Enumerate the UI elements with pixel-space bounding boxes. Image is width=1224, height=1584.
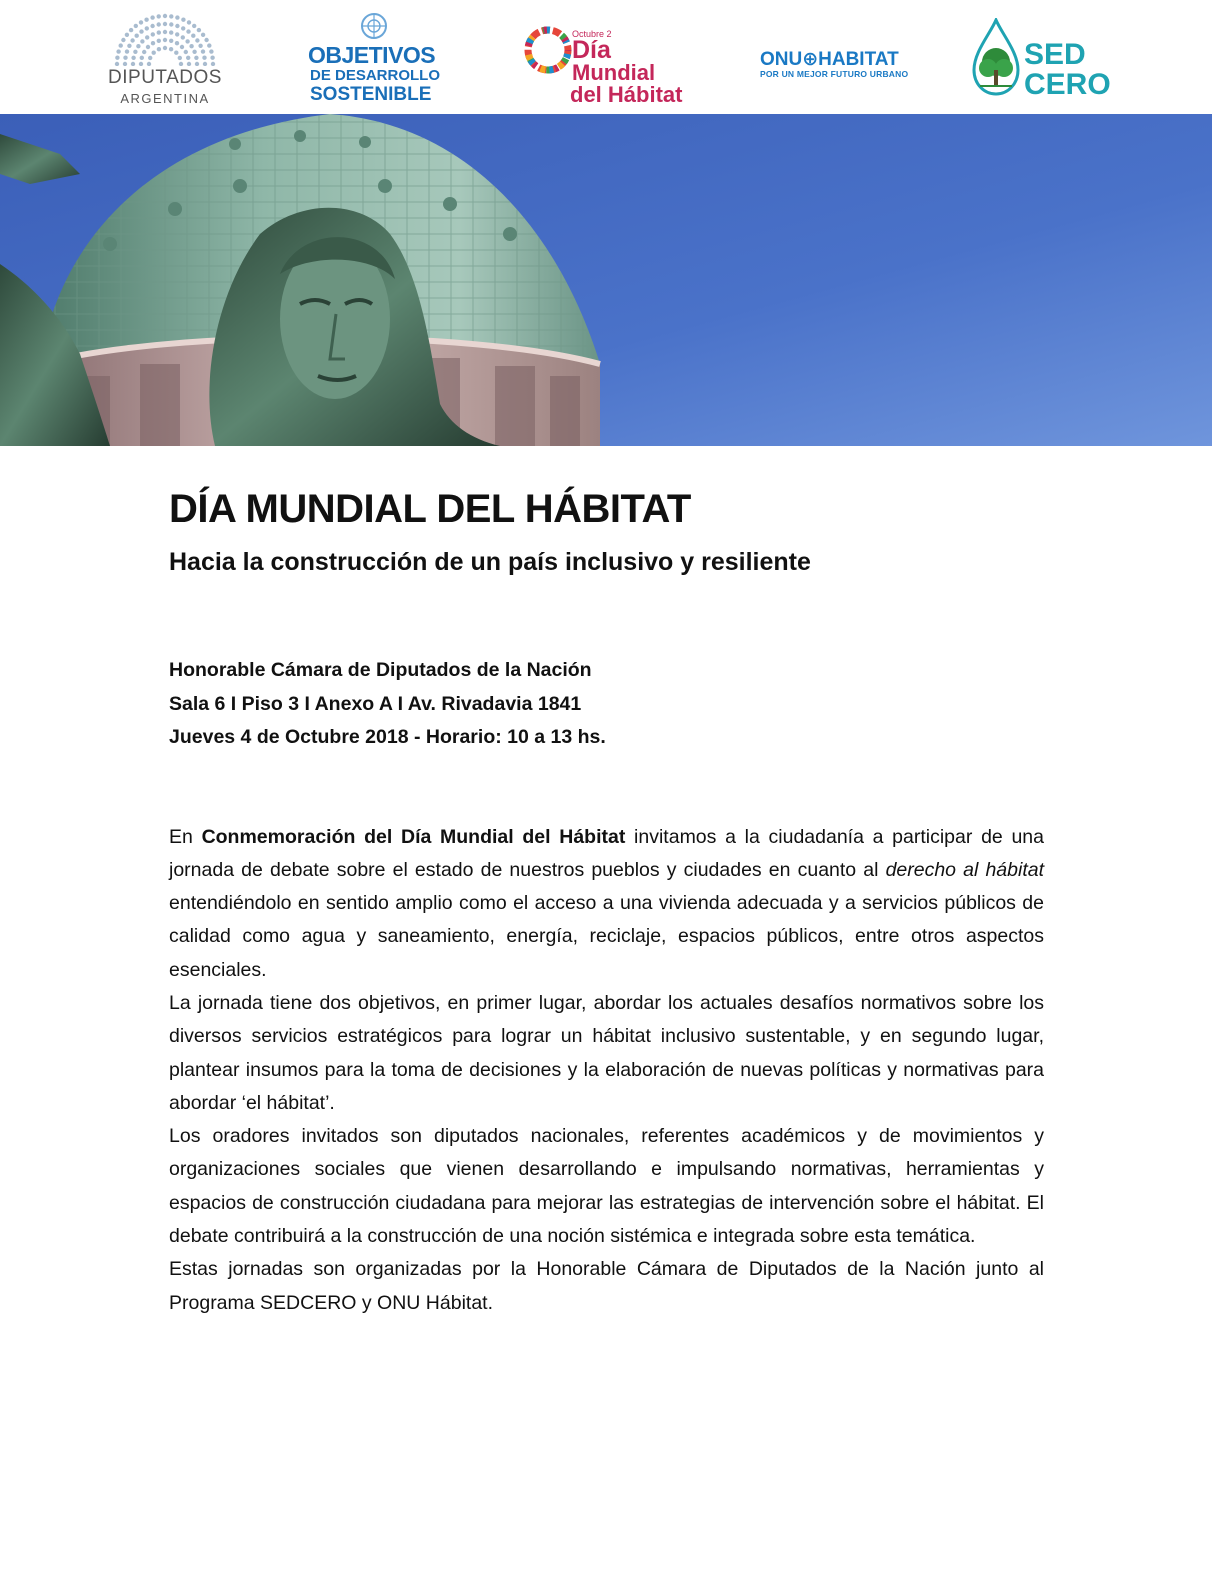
hemicycle-seat-dot <box>127 44 131 48</box>
paragraph-3: Los oradores invitados son diputados nacionales, referentes académicos y de movimientos y organizaciones sociales que vienen desarrollando e impulsando normativas, herramientas y espacios de construcción ciudadana para mejorar las estrategias de intervención sobre el hábitat. El debate contribuirá a la construcción de una noción sistémica e integrada sobre esta temática. <box>169 1125 1044 1248</box>
hemicycle-seat-dot <box>131 56 135 60</box>
onu-habitat-logo <box>760 44 930 84</box>
hemicycle-seat-dot <box>157 14 161 18</box>
hemicycle-seat-dot <box>157 22 161 26</box>
hemicycle-seat-dot <box>150 15 154 19</box>
hemicycle-seat-dot <box>145 26 149 30</box>
event-room: Sala 6 I Piso 3 I Anexo A I Av. Rivadavia 1841 <box>169 692 582 715</box>
hemicycle-seat-dot <box>169 30 173 34</box>
colorful-wheel-icon <box>524 16 572 86</box>
hemicycle-seat-dot <box>181 18 185 22</box>
hemicycle-seat-dot <box>140 39 144 43</box>
hemicycle-seat-dot <box>211 62 215 66</box>
hemicycle-seat-dot <box>201 33 205 37</box>
p1-italic: derecho al hábitat <box>885 858 1044 881</box>
hemicycle-seat-dot <box>185 39 189 43</box>
diputados-logo-line2: ARGENTINA <box>120 91 210 106</box>
hemicycle-seat-dot <box>163 14 167 18</box>
sed-logo-line2: CERO <box>1024 68 1111 101</box>
ods-logo-line1: OBJETIVOS <box>308 42 436 68</box>
hemicycle-seat-dot <box>115 56 119 60</box>
hemicycle-seat-dot <box>134 24 138 28</box>
main-content <box>169 482 1044 1320</box>
hemicycle-seat-dot <box>115 62 119 66</box>
hemicycle-seat-dot <box>151 32 155 36</box>
hemicycle-seat-dot <box>139 29 143 33</box>
page-subtitle: Hacia la construcción de un país inclusivo y resiliente <box>169 548 811 576</box>
hemicycle-seat-dot <box>150 24 154 28</box>
hero-image <box>0 114 1212 446</box>
event-venue: Honorable Cámara de Diputados de la Nación <box>169 659 592 681</box>
congress-dome-statue-image <box>0 114 1212 446</box>
hemicycle-seat-dot <box>169 22 173 26</box>
hemicycle-seat-dot <box>163 30 167 34</box>
sed-cero-logo <box>968 18 1118 103</box>
hemicycle-seat-dot <box>163 22 167 26</box>
hemicycle-seat-dot <box>125 33 129 37</box>
parliament-hemicycle-icon <box>100 10 230 66</box>
hemicycle-seat-dot <box>146 45 150 49</box>
water-drop-tree-icon <box>968 18 1024 98</box>
hemicycle-seat-dot <box>192 24 196 28</box>
p1-mid: invitamos a la ciudadanía a participar de una jornada de debate sobre el estado de nuestros pueblos y ciudades en cuanto al <box>169 825 1044 881</box>
p1-prefix: En <box>169 825 202 848</box>
dia-logo-line1: Día <box>572 36 611 64</box>
p1-suffix: entendiéndolo en sentido amplio como el acceso a una vivienda adecuada y a servicios públicos de calidad como agua y saneamiento, energía, reciclaje, espacios públicos, entre otros aspectos esenciales. <box>169 892 1044 981</box>
hemicycle-seat-dot <box>194 56 198 60</box>
hemicycle-seat-dot <box>125 49 129 53</box>
hemicycle-seat-dot <box>144 18 148 22</box>
hemicycle-seat-dot <box>139 62 143 66</box>
hemicycle-seat-dot <box>186 56 190 60</box>
hemicycle-seat-dot <box>130 38 134 42</box>
hemicycle-seat-dot <box>175 24 179 28</box>
hemicycle-seat-dot <box>135 34 139 38</box>
hemicycle-seat-dot <box>142 50 146 54</box>
hemicycle-seat-dot <box>147 62 151 66</box>
hemicycle-seat-dot <box>197 28 201 32</box>
hemicycle-seat-dot <box>210 56 214 60</box>
hemicycle-seat-dot <box>180 45 184 49</box>
hemicycle-seat-dot <box>195 62 199 66</box>
hemicycle-seat-dot <box>191 34 195 38</box>
hemicycle-seat-dot <box>136 44 140 48</box>
hemicycle-seat-dot <box>175 32 179 36</box>
hemicycle-seat-dot <box>157 47 161 51</box>
hemicycle-seat-dot <box>116 49 120 53</box>
onu-logo-line1: ONU⊕HABITAT <box>760 49 899 70</box>
hemicycle-seat-dot <box>139 20 143 24</box>
hemicycle-seat-dot <box>157 30 161 34</box>
diputados-logo-line1: DIPUTADOS <box>108 67 222 88</box>
hemicycle-seat-dot <box>169 39 173 43</box>
hemicycle-seat-dot <box>121 38 125 42</box>
hemicycle-seat-dot <box>204 38 208 42</box>
hemicycle-seat-dot <box>189 44 193 48</box>
p1-bold: Conmemoración del Día Mundial del Hábitat <box>201 825 626 848</box>
hemicycle-seat-dot <box>163 46 167 50</box>
hemicycle-seat-dot <box>133 50 137 54</box>
hemicycle-seat-dot <box>192 50 196 54</box>
hemicycle-seat-dot <box>175 41 179 45</box>
hemicycle-seat-dot <box>148 56 152 60</box>
ods-logo-line3: SOSTENIBLE <box>310 84 432 105</box>
hemicycle-seat-dot <box>181 26 185 30</box>
hemicycle-seat-dot <box>140 56 144 60</box>
event-datetime: Jueves 4 de Octubre 2018 - Horario: 10 a 13 hs. <box>169 726 606 748</box>
logo-strip <box>0 0 1224 112</box>
hemicycle-seat-dot <box>123 56 127 60</box>
hemicycle-seat-dot <box>131 62 135 66</box>
hemicycle-seat-dot <box>178 56 182 60</box>
dia-logo-line2: Mundial <box>572 60 656 85</box>
dia-mundial-habitat-logo <box>524 12 689 107</box>
hemicycle-seat-dot <box>163 38 167 42</box>
hemicycle-seat-dot <box>184 50 188 54</box>
paragraph-1 <box>169 821 1044 987</box>
ods-logo-line2: DE DESARROLLO <box>310 67 441 84</box>
hemicycle-seat-dot <box>201 49 205 53</box>
onu-logo-line2: POR UN MEJOR FUTURO URBANO <box>760 69 909 79</box>
dia-logo-line0: Octubre 2 <box>572 29 612 39</box>
hemicycle-seat-dot <box>209 49 213 53</box>
hemicycle-seat-dot <box>195 38 199 42</box>
body-text <box>169 821 1044 1320</box>
diputados-argentina-logo <box>100 10 230 105</box>
hemicycle-seat-dot <box>119 43 123 47</box>
hemicycle-seat-dot <box>198 44 202 48</box>
hemicycle-seat-dot <box>123 62 127 66</box>
ods-logo <box>308 10 440 105</box>
hemicycle-seat-dot <box>187 62 191 66</box>
hemicycle-seat-dot <box>186 29 190 33</box>
paragraph-2: La jornada tiene dos objetivos, en primer lugar, abordar los actuales desafíos normativos sobre los diversos servicios estratégicos para lograr un hábitat inclusivo sustentable, y en segundo lugar, plantear insumos para la toma de decisiones y la elaboración de nuevas políticas y normativas para abordar ‘el hábitat’. <box>169 991 1044 1114</box>
paragraph-4: Estas jornadas son organizadas por la Honorable Cámara de Diputados de la Nación junto al Programa SEDCERO y ONU Hábitat. <box>169 1258 1044 1314</box>
un-emblem-icon <box>308 10 440 44</box>
hemicycle-seat-dot <box>175 15 179 19</box>
dia-logo-line3: del Hábitat <box>570 82 683 107</box>
hemicycle-seat-dot <box>157 39 161 43</box>
hemicycle-seat-dot <box>207 43 211 47</box>
hemicycle-seat-dot <box>187 20 191 24</box>
event-info <box>169 654 1044 755</box>
hemicycle-seat-dot <box>129 28 133 32</box>
page-title: DÍA MUNDIAL DEL HÁBITAT <box>169 487 691 531</box>
hemicycle-seat-dot <box>169 14 173 18</box>
hemicycle-seat-dot <box>179 62 183 66</box>
hemicycle-seat-dot <box>174 51 178 55</box>
hemicycle-seat-dot <box>203 62 207 66</box>
hemicycle-seat-dot <box>181 35 185 39</box>
hemicycle-seat-dot <box>169 47 173 51</box>
hemicycle-seat-dot <box>145 35 149 39</box>
hemicycle-seat-dot <box>202 56 206 60</box>
sed-logo-line1: SED <box>1024 38 1086 71</box>
hemicycle-seat-dot <box>151 41 155 45</box>
hemicycle-seat-dot <box>152 51 156 55</box>
